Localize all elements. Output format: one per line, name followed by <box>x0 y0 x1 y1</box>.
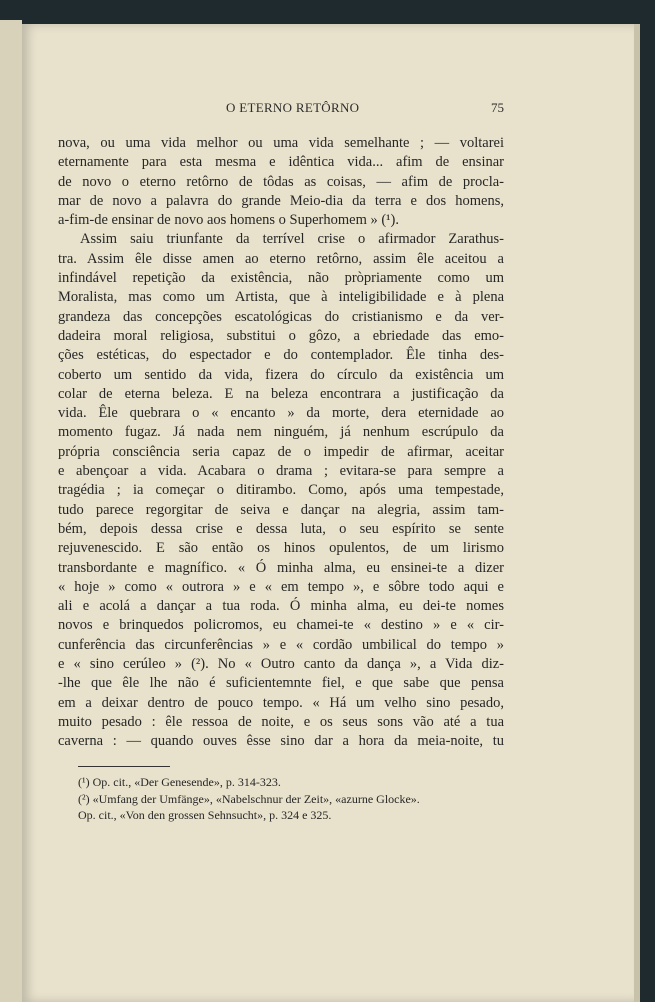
text-line: tra. Assim êle disse amen ao eterno retôrno, assim êle aceitou a <box>58 250 504 267</box>
text-line: tragédia ; ia começar o ditirambo. Como, após uma tempestade, <box>58 482 504 499</box>
text-line: caverna : — quando ouves êsse sino dar a hora da meia-noite, tu <box>58 733 504 750</box>
text-line: ali e acolá a dançar a tua roda. Ó minha alma, eu dei-te nomes <box>58 598 504 615</box>
text-line: própria consciência seria capaz de o impedir de afirmar, aceitar <box>58 443 504 460</box>
text-line: dadeira moral religiosa, substitui o gôzo, a ebriedade das emo- <box>58 327 504 344</box>
body-text <box>58 134 504 752</box>
text-line: a-fim-de ensinar de novo aos homens o Superhomem » (¹). <box>58 212 399 229</box>
text-line: rejuvenescido. E são então os hinos opulentos, de um lirismo <box>58 540 504 557</box>
text-line: novos e brinquedos policromos, eu chamei-te « destino » e « cir- <box>58 617 504 634</box>
text-line: Assim saiu triunfante da terrível crise o afirmador Zarathus- <box>80 231 504 248</box>
footnote: (¹) Op. cit., «Der Genesende», p. 314-323. <box>78 775 281 789</box>
text-line: muito pesado : êle ressoa de noite, e os seus sons vão até a tua <box>58 713 504 730</box>
text-line: cunferência das circunferências » e « cordão umbilical do tempo » <box>58 636 504 653</box>
text-line: grandeza das concepções escatológicas do cristianismo e da ver- <box>58 308 504 325</box>
text-line: de novo o eterno retôrno de tôdas as coisas, — afim de procla- <box>58 173 504 190</box>
text-line: vida. Êle quebrara o « encanto » da morte, dera eternidade ao <box>58 405 504 422</box>
footnote-separator <box>78 766 170 767</box>
page-edge-shadow <box>634 24 640 1002</box>
text-line: em a deixar dentro de pouco tempo. « Há um velho sino pesado, <box>58 694 504 711</box>
text-line: colar de eterna beleza. E na beleza encontrara a justificação da <box>58 385 504 402</box>
page-number: 75 <box>491 100 504 115</box>
text-line: bém, depois dessa crise e dessa luta, o seu espírito se sente <box>58 520 504 537</box>
footnotes <box>78 774 502 824</box>
text-line: e « sino cerúleo » (²). No « Outro canto da dança », a Vida diz- <box>58 656 504 673</box>
text-line: ções estéticas, do espectador e do contemplador. Êle tinha des- <box>58 347 504 364</box>
footnote: (²) «Umfang der Umfänge», «Nabelschnur der Zeit», «azurne Glocke». <box>78 791 420 806</box>
text-line: coberto um sentido da vida, fizera do círculo da existência um <box>58 366 504 383</box>
text-line: eternamente para esta mesma e idêntica vida... afim de ensinar <box>58 154 504 171</box>
text-line: tudo parece regorgitar de seiva e dançar na alegria, assim tam- <box>58 501 504 518</box>
running-title: O ETERNO RETÔRNO <box>226 100 360 115</box>
footnote: Op. cit., «Von den grossen Sehnsucht», p. 324 e 325. <box>78 808 332 822</box>
text-line: infindável repetição da existência, não pròpriamente como um <box>58 270 504 287</box>
text-line: e abençoar a vida. Acabara o drama ; evitara-se para sempre a <box>58 463 504 480</box>
adjacent-page-edge <box>0 20 22 1002</box>
text-line: Moralista, mas como um Artista, que à inteligibilidade e à plena <box>58 289 504 306</box>
text-line: momento fugaz. Já nada nem ninguém, já nenhum escrúpulo da <box>58 424 504 441</box>
text-line: transbordante e magnífico. « Ó minha alma, eu ensinei-te a dizer <box>58 559 504 576</box>
text-line: nova, ou uma vida melhor ou uma vida semelhante ; — voltarei <box>58 135 504 151</box>
text-line: mar de novo a palavra do grande Meio-dia da terra e dos homens, <box>58 192 504 209</box>
text-line: -lhe que êle lhe não é suficientemnte fiel, e que sabe que pensa <box>58 675 504 692</box>
text-line: « hoje » como « outrora » e « em tempo », e sôbre todo aqui e <box>58 578 504 595</box>
